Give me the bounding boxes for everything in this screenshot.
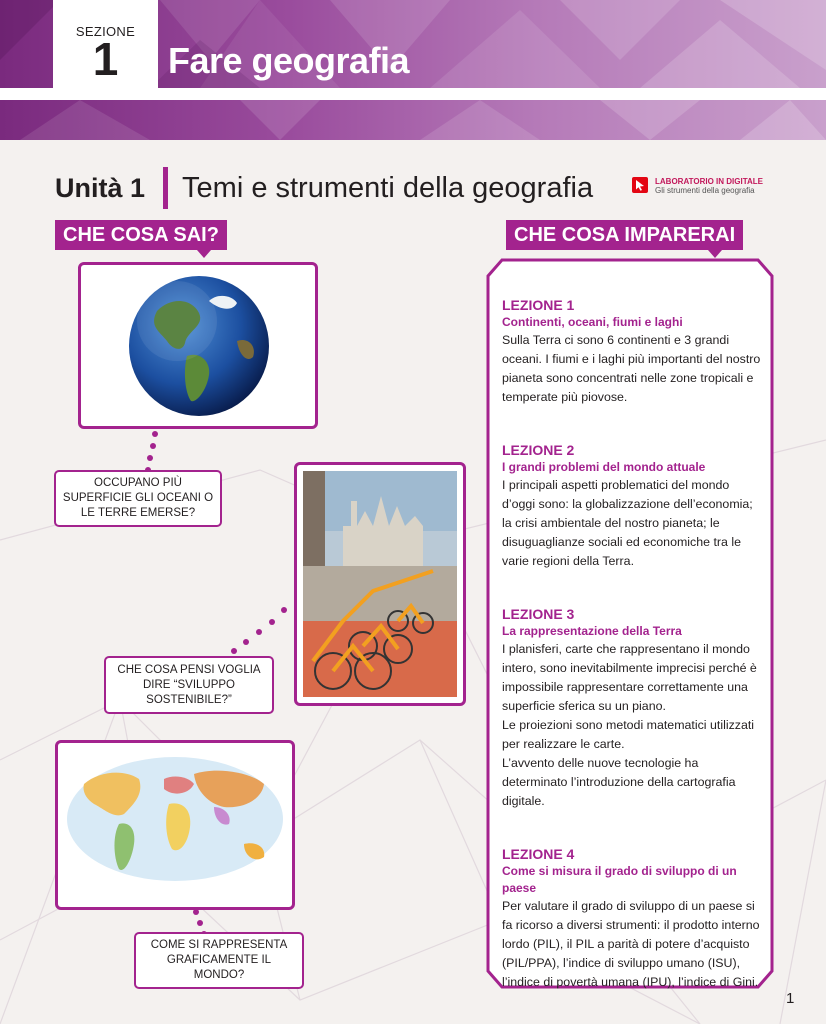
unit-title (55, 167, 593, 209)
heading-what-you-know (55, 220, 227, 250)
unit-number: Unità 1 (55, 172, 146, 203)
header-white-stripe (0, 88, 826, 100)
question-world-representation (134, 932, 304, 989)
lesson-4 (502, 845, 764, 992)
question-sustainable-development-text: CHE COSA PENSI VOGLIA DIRE “SVILUPPO SOSTENIBILE?” (117, 663, 261, 706)
milan-bikes-photo (294, 462, 466, 706)
lesson-4-text: Per valutare il grado di sviluppo di un paese si fa ricorso a diversi strumenti: il prodotto interno lordo (PIL), il PIL a parità di potere d’acquisto (PIL/PPA), l’indice di sviluppo umano (ISU), l’indice di povertà umana (IPU), l’indice di Gini. (502, 899, 760, 989)
lesson-1 (502, 296, 764, 407)
heading-what-you-learn (506, 220, 743, 250)
lesson-2-title: LEZIONE 2 (502, 442, 575, 458)
lesson-3 (502, 605, 764, 811)
heading-tail (708, 250, 722, 258)
lesson-3-subtitle: La rappresentazione della Terra (502, 624, 682, 638)
lesson-1-subtitle: Continenti, oceani, fiumi e laghi (502, 315, 683, 329)
heading-what-you-learn-label: CHE COSA IMPARERAI (514, 224, 736, 246)
lessons-panel (486, 258, 774, 989)
digital-lab-link[interactable] (632, 177, 763, 196)
question-world-representation-text: COME SI RAPPRESENTA GRAFICAMENTE IL MONDO? (150, 939, 288, 981)
section-number: 1 (92, 33, 119, 85)
lessons-list (502, 296, 764, 1024)
lesson-4-subtitle: Come si misura il grado di sviluppo di un paese (502, 864, 737, 895)
lesson-3-title: LEZIONE 3 (502, 606, 575, 622)
page-number: 1 (786, 990, 795, 1007)
heading-what-you-know-label: CHE COSA SAI? (63, 224, 219, 246)
question-oceans-text: OCCUPANO PIÙ SUPERFICIE GLI OCEANI O LE TERRE EMERSE? (62, 477, 214, 519)
question-sustainable-development (104, 656, 274, 714)
section-header (0, 0, 826, 140)
lab-title: LABORATORIO IN DIGITALE (655, 177, 763, 186)
lesson-1-text: Sulla Terra ci sono 6 continenti e 3 grandi oceani. I fiumi e i laghi più importanti del nostro pianeta sono concentrati nelle zone tropicali e temperate più piovose. (502, 333, 761, 404)
world-map-photo (55, 740, 295, 910)
lesson-3-text: I planisferi, carte che rappresentano il mondo intero, sono inevitabilmente imprecisi perché è impossibile rappresentare correttamente una superficie sferica su un piano. Le proiezioni sono metodi matematici utilizzati per realizzare le carte. L’avvento delle nuove tecnologie ha determinato l’introduzione della cartografia digitale. (502, 642, 757, 808)
lesson-2 (502, 441, 764, 571)
question-oceans (54, 470, 222, 527)
heading-tail (197, 250, 211, 258)
section-label: SEZIONE (75, 24, 136, 39)
lesson-2-subtitle: I grandi problemi del mondo attuale (502, 460, 706, 474)
globe-image (87, 271, 309, 420)
lab-subtitle: Gli strumenti della geografia (655, 186, 755, 195)
world-map-image (64, 749, 286, 901)
lesson-1-title: LEZIONE 1 (502, 297, 575, 313)
header-bottom-pattern (0, 100, 826, 140)
globe-photo (78, 262, 318, 429)
cursor-icon (632, 177, 648, 193)
lesson-2-text: I principali aspetti problematici del mondo d’oggi sono: la globalizzazione dell’economia; la crisi ambientale del nostro pianeta; le disuguaglianze sociali ed economiche tra le varie regioni della Terra. (502, 478, 753, 568)
section-badge (53, 0, 158, 88)
section-title: Fare geografia (168, 40, 410, 81)
milan-image (303, 471, 457, 697)
unit-name: Temi e strumenti della geografia (182, 171, 594, 204)
lesson-4-title: LEZIONE 4 (502, 846, 575, 862)
unit-divider (163, 167, 168, 209)
